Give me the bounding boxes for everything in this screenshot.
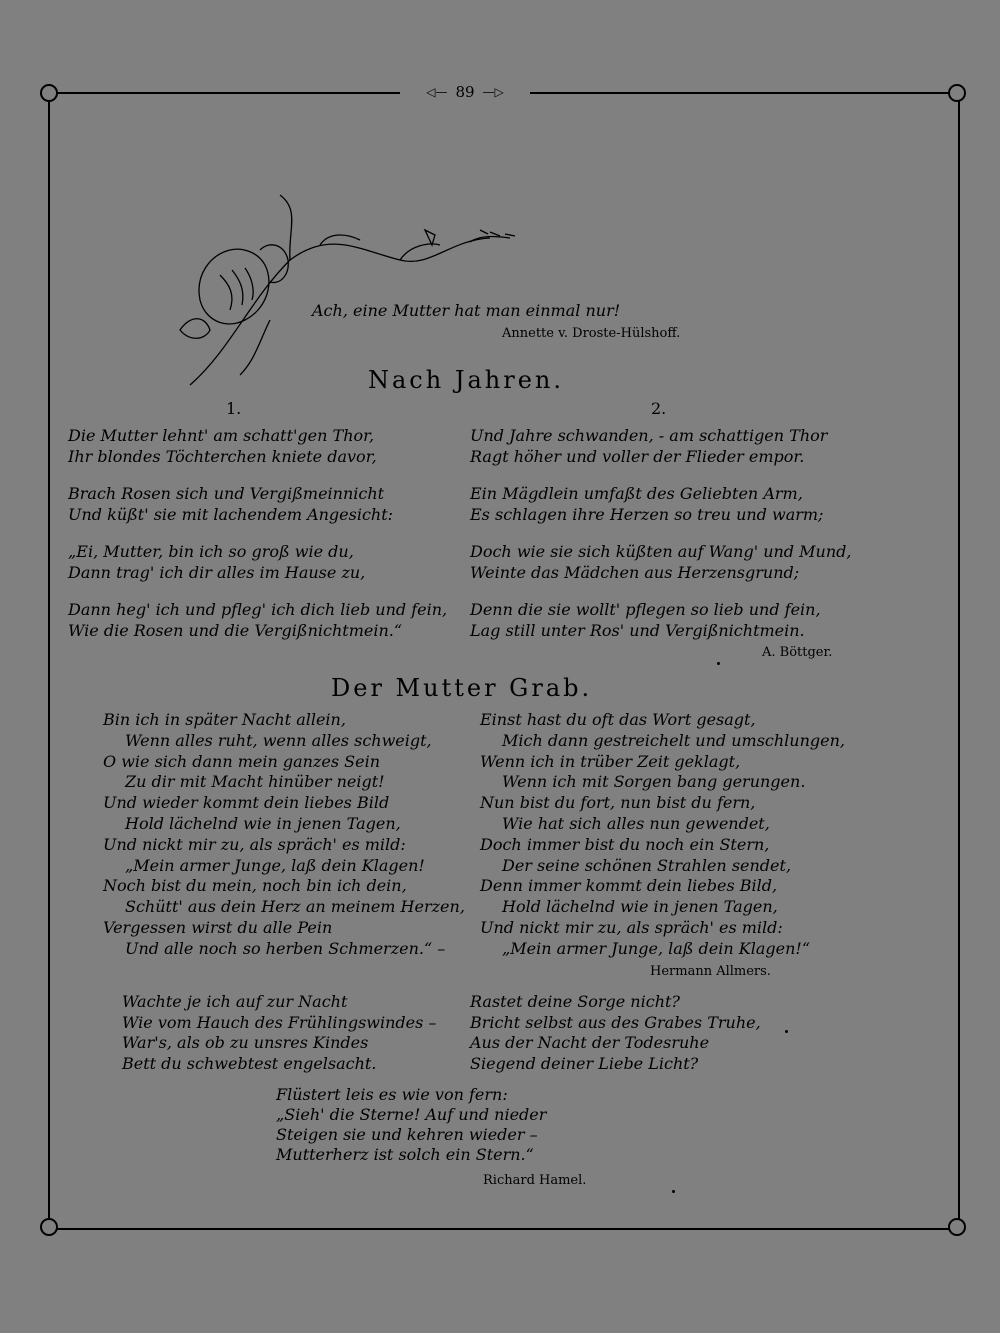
verse-line: Die Mutter lehnt' am schatt'gen Thor, xyxy=(68,426,375,445)
poem3-right-stanza xyxy=(470,992,761,1074)
verse-line: Nun bist du fort, nun bist du fern, xyxy=(480,793,756,813)
verse-line: Bricht selbst aus des Grabes Truhe, xyxy=(470,1012,761,1032)
verse-line: Rastet deine Sorge nicht? xyxy=(470,992,680,1011)
verse-line: Dann trag' ich dir alles im Hause zu, xyxy=(68,563,366,582)
verse-line: Bin ich in später Nacht allein, xyxy=(103,710,346,729)
verse-line: Doch wie sie sich küßten auf Wang' und Mund, xyxy=(470,542,852,561)
arrow-ornament-icon: ◁— xyxy=(426,85,448,99)
verse-line: Denn immer kommt dein liebes Bild, xyxy=(480,876,778,896)
verse-line: Wie vom Hauch des Frühlingswindes – xyxy=(122,1012,437,1032)
verse-line: Und Jahre schwanden, - am schattigen Thor xyxy=(470,426,828,445)
speck xyxy=(717,662,720,665)
verse-line: Wenn alles ruht, wenn alles schweigt, xyxy=(125,730,432,750)
verse-line: Wie hat sich alles nun gewendet, xyxy=(502,813,770,833)
page-number: 89 xyxy=(455,83,475,101)
poem-part-1 xyxy=(68,425,447,641)
verse-line: Mutterherz ist solch ein Stern.“ xyxy=(276,1145,534,1164)
verse-line: Ein Mägdlein umfaßt des Geliebten Arm, xyxy=(470,484,803,503)
verse-line: Wenn ich mit Sorgen bang gerungen. xyxy=(502,772,806,792)
verse-line: Siegend deiner Liebe Licht? xyxy=(470,1053,699,1073)
verse-line: Wenn ich in trüber Zeit geklagt, xyxy=(480,751,741,771)
verse-line: Und alle noch so herben Schmerzen.“ – xyxy=(125,938,446,958)
border-corner-ornament xyxy=(948,84,966,102)
verse-line: Und wieder kommt dein liebes Bild xyxy=(103,793,390,813)
speck xyxy=(785,1030,788,1033)
border-corner-ornament xyxy=(40,84,58,102)
verse-line: „Mein armer Junge, laß dein Klagen! xyxy=(125,855,425,875)
verse-line: Noch bist du mein, noch bin ich dein, xyxy=(103,876,407,896)
verse-line: Es schlagen ihre Herzen so treu und warm; xyxy=(470,505,824,524)
poem3-left-stanza xyxy=(122,992,436,1074)
poem-author-allmers: Hermann Allmers. xyxy=(650,964,771,979)
page-header xyxy=(400,80,530,104)
verse-line: Und nickt mir zu, als spräch' es mild: xyxy=(103,834,406,854)
verse-line: Schütt' aus dein Herz an meinem Herzen, xyxy=(125,897,465,917)
verse-line: „Sieh' die Sterne! Auf und nieder xyxy=(276,1105,547,1124)
verse-line: War's, als ob zu unsres Kindes xyxy=(122,1033,369,1052)
verse-line: Wachte je ich auf zur Nacht xyxy=(122,992,348,1011)
poem2-right-column xyxy=(480,710,845,960)
verse-line: Dann heg' ich und pfleg' ich dich lieb und fein, xyxy=(68,600,448,619)
verse-line: Vergessen wirst du alle Pein xyxy=(103,917,333,937)
verse-line: Flüstert leis es wie von fern: xyxy=(276,1085,508,1104)
poem-title-der-mutter-grab: Der Mutter Grab. xyxy=(331,674,593,702)
verse-line: Denn die sie wollt' pflegen so lieb und fein, xyxy=(470,600,821,619)
verse-line: Hold lächelnd wie in jenen Tagen, xyxy=(125,813,401,833)
poem-part-2 xyxy=(470,425,851,641)
verse-line: Steigen sie und kehren wieder – xyxy=(276,1125,538,1144)
verse-line: Und nickt mir zu, als spräch' es mild: xyxy=(480,917,783,937)
verse-line: Der seine schönen Strahlen sendet, xyxy=(502,855,792,875)
epigraph-author: Annette v. Droste-Hülshoff. xyxy=(502,326,681,341)
border-corner-ornament xyxy=(948,1218,966,1236)
poem-title-nach-jahren: Nach Jahren. xyxy=(368,366,564,394)
verse-line: Hold lächelnd wie in jenen Tagen, xyxy=(502,897,778,917)
verse-line: Ihr blondes Töchterchen kniete davor, xyxy=(68,447,377,466)
verse-line: „Mein armer Junge, laß dein Klagen!“ xyxy=(502,938,810,958)
poem3-center-stanza xyxy=(276,1085,546,1165)
speck xyxy=(672,1190,675,1193)
verse-line: Lag still unter Ros' und Vergißnichtmein. xyxy=(470,621,805,640)
verse-line: Doch immer bist du noch ein Stern, xyxy=(480,834,770,854)
arrow-ornament-icon: —▷ xyxy=(482,85,504,99)
verse-line: Wie die Rosen und die Vergißnichtmein.“ xyxy=(68,621,403,640)
verse-line: Und küßt' sie mit lachendem Angesicht: xyxy=(68,505,394,524)
verse-line: Mich dann gestreichelt und umschlungen, xyxy=(502,730,845,750)
verse-line: O wie sich dann mein ganzes Sein xyxy=(103,751,381,771)
verse-line: Einst hast du oft das Wort gesagt, xyxy=(480,710,756,729)
part-number-2: 2. xyxy=(651,399,667,418)
poem-author-boettger: A. Böttger. xyxy=(762,645,833,660)
flower-vignette-illustration xyxy=(170,190,530,390)
epigraph-text: Ach, eine Mutter hat man einmal nur! xyxy=(312,301,621,320)
part-number-1: 1. xyxy=(226,399,242,418)
verse-line: Brach Rosen sich und Vergißmeinnicht xyxy=(68,484,385,503)
verse-line: Weinte das Mädchen aus Herzensgrund; xyxy=(470,563,800,582)
poem-author-hamel: Richard Hamel. xyxy=(483,1173,587,1188)
poem2-left-column xyxy=(103,710,465,960)
verse-line: „Ei, Mutter, bin ich so groß wie du, xyxy=(68,542,354,561)
verse-line: Bett du schwebtest engelsacht. xyxy=(122,1053,377,1073)
border-corner-ornament xyxy=(40,1218,58,1236)
verse-line: Aus der Nacht der Todesruhe xyxy=(470,1033,710,1052)
verse-line: Zu dir mit Macht hinüber neigt! xyxy=(125,772,385,792)
verse-line: Ragt höher und voller der Flieder empor. xyxy=(470,447,805,466)
